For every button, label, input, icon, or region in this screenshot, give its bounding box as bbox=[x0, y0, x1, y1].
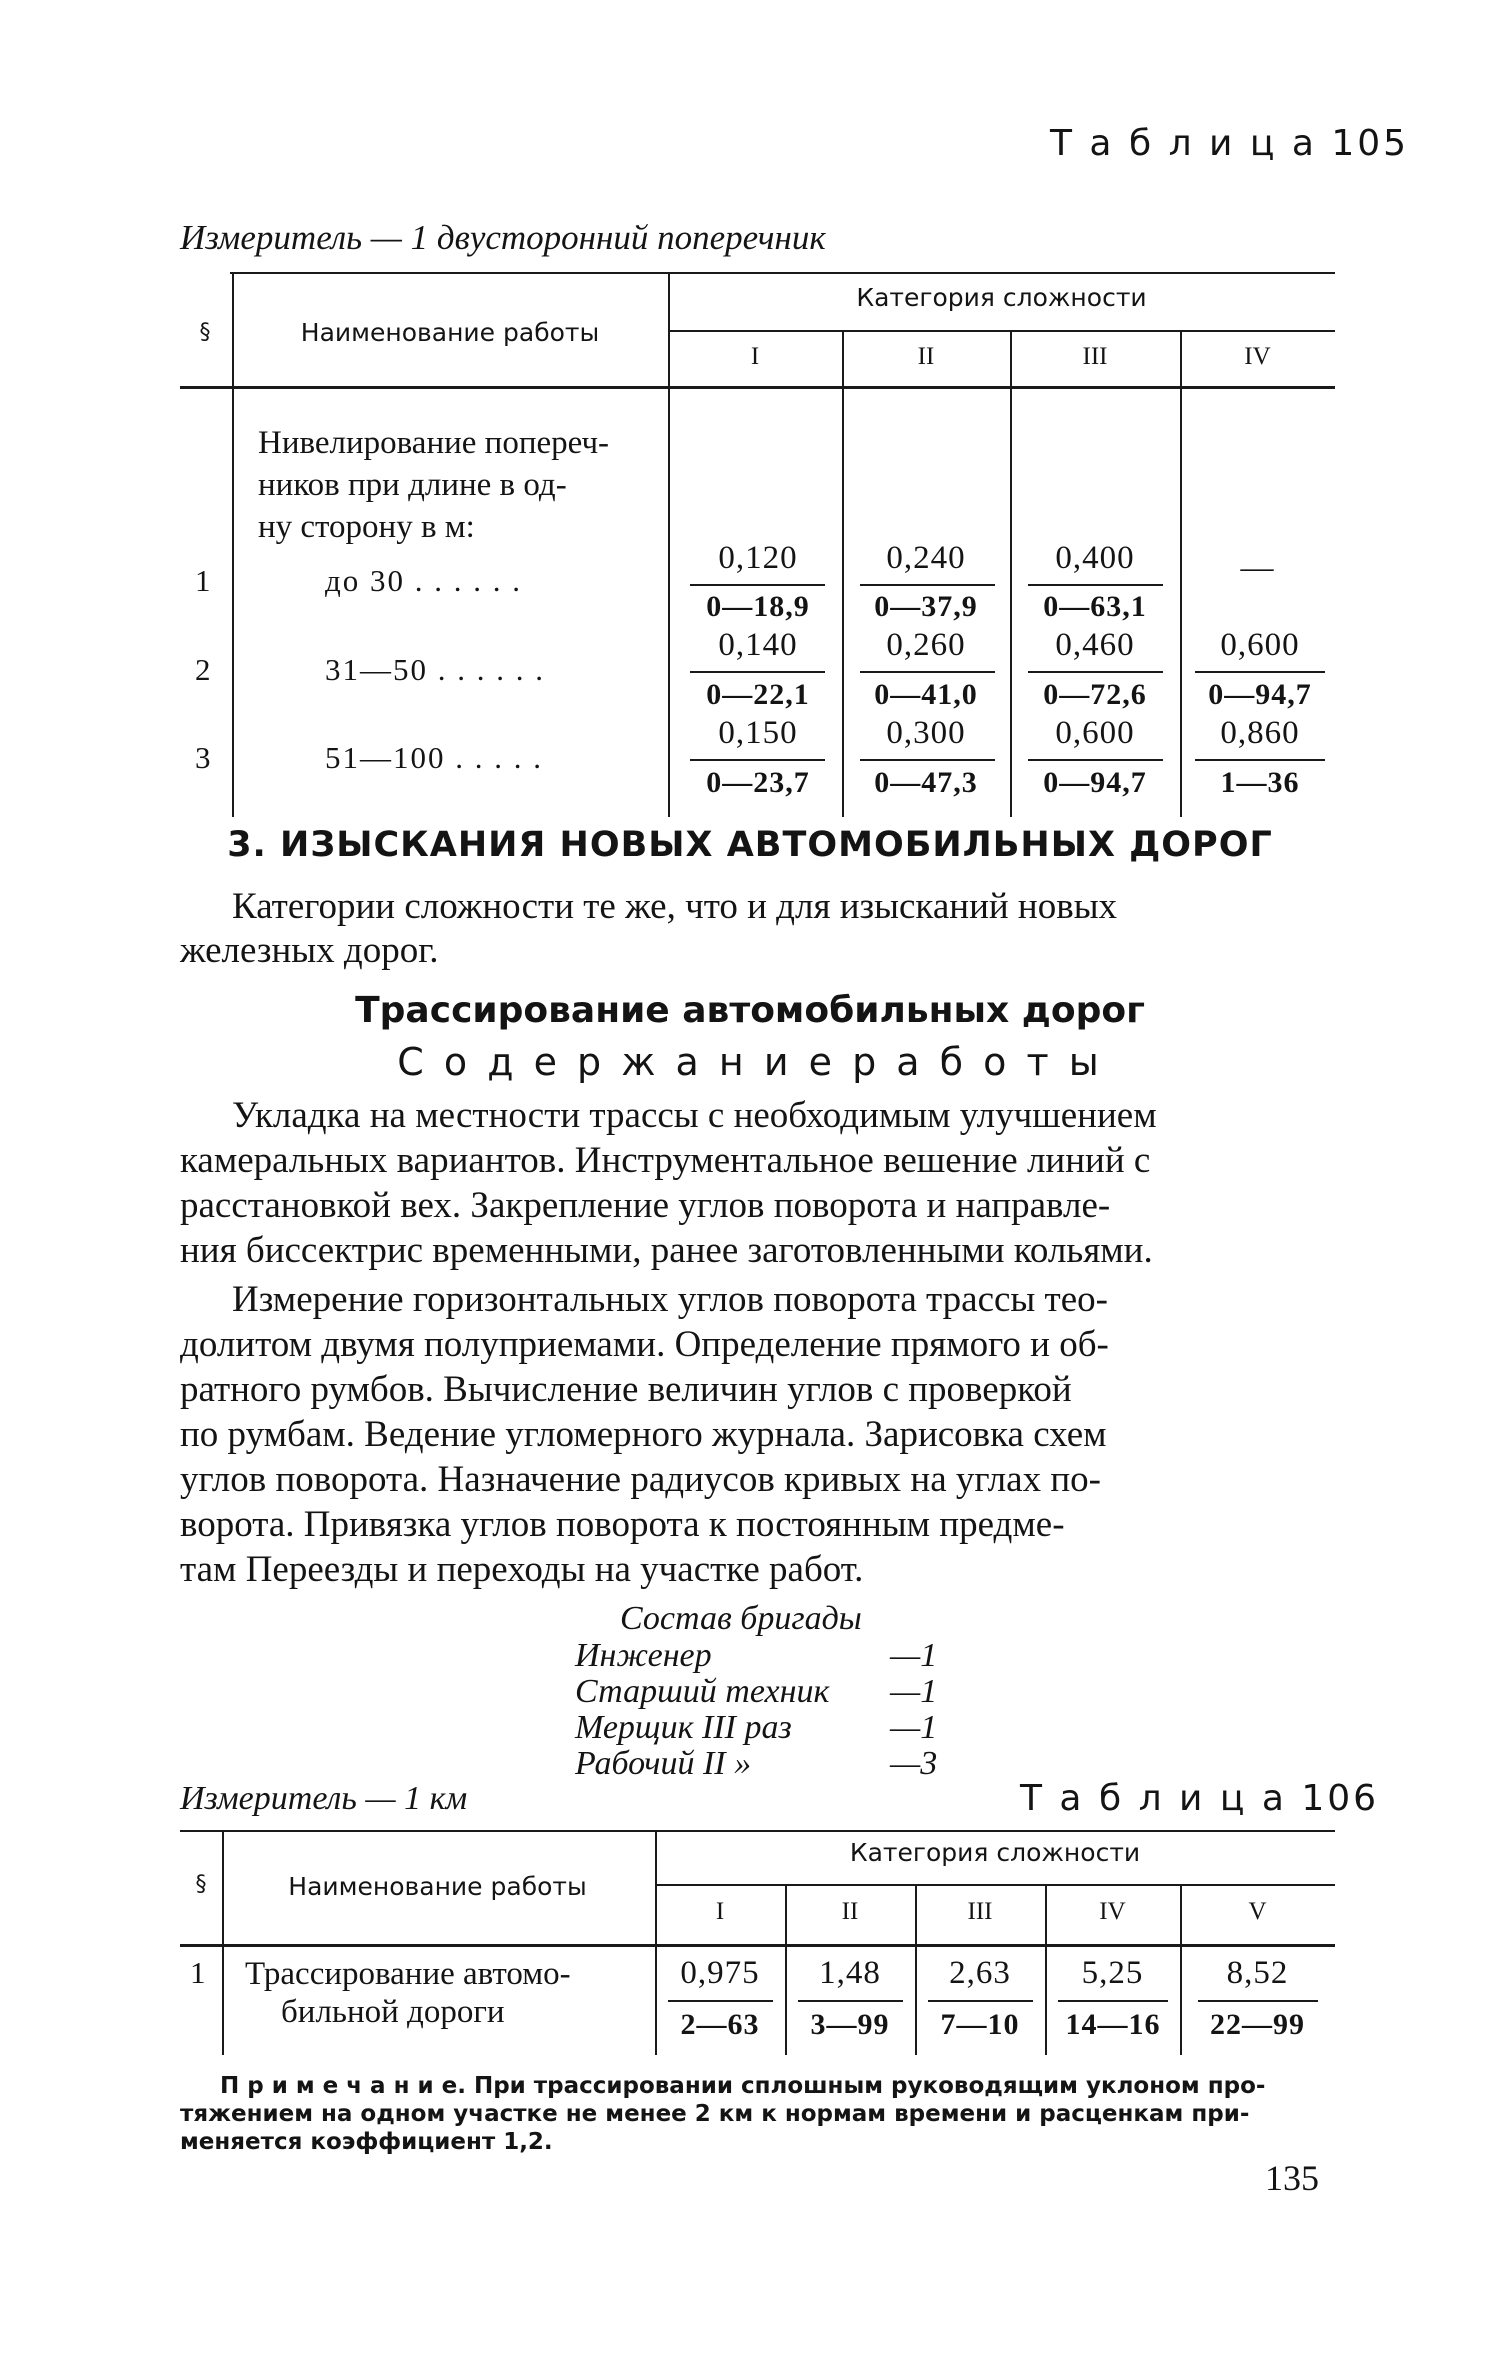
table-106-header-cat-2: II bbox=[841, 1898, 859, 1925]
table-105-r1-c2-rate: 0,240 bbox=[886, 540, 966, 576]
table-105-caption: Т а б л и ц а 105 bbox=[1050, 123, 1410, 164]
table-105-r2-c3-rate: 0,460 bbox=[1055, 627, 1135, 663]
table-106-c2-price: 3—99 bbox=[810, 2008, 890, 2041]
table-105-intro: Нивелирование попереч- ников при длине в од- ну сторону в м: bbox=[258, 425, 610, 545]
table-106-c5-rate: 8,52 bbox=[1226, 1955, 1289, 1991]
table-105-r1-c1-rate: 0,120 bbox=[718, 540, 798, 576]
table-105-r1-c3-price: 0—63,1 bbox=[1043, 590, 1147, 623]
table-105-r2-c2-rate: 0,260 bbox=[886, 627, 966, 663]
content-heading: С о д е р ж а н и е р а б о т ы bbox=[397, 1040, 1103, 1084]
table-105-r3-c4-rate: 0,860 bbox=[1220, 715, 1300, 751]
crew-member: Инженер —1 bbox=[575, 1637, 938, 1674]
table-105-header-cat-4: IV bbox=[1244, 343, 1271, 370]
table-105-row-3-num: 3 bbox=[195, 740, 211, 775]
table-105-header-category: Категория сложности bbox=[856, 283, 1147, 312]
crew-member: Старший техник —1 bbox=[575, 1673, 938, 1710]
table-106-header-num: § bbox=[195, 1872, 207, 1897]
table-105-r3-c1-price: 0—23,7 bbox=[706, 766, 810, 799]
table-105-r1-c1-price: 0—18,9 bbox=[706, 590, 810, 623]
table-105-r3-c3-price: 0—94,7 bbox=[1043, 766, 1147, 799]
table-105-row-1-num: 1 bbox=[195, 563, 211, 598]
table-106-c2-rate: 1,48 bbox=[819, 1955, 881, 1991]
table-106-c4-price: 14—16 bbox=[1065, 2008, 1161, 2041]
table-106-c1-price: 2—63 bbox=[680, 2008, 760, 2041]
paragraph-1: Укладка на местности трассы с необходимым улучшением камеральных вариантов. Инструментальное вешение линий с расстановкой вех. Закрепление углов поворота и направле- ния биссектрис временными, ранее заготовленными кольями. bbox=[180, 1095, 1157, 1271]
table-105-r2-c1-rate: 0,140 bbox=[718, 627, 798, 663]
table-106-header-cat-3: III bbox=[967, 1898, 993, 1925]
table-106-header-name: Наименование работы bbox=[288, 1872, 587, 1901]
table-105-r3-c2-rate: 0,300 bbox=[886, 715, 966, 751]
table-105-row-1-label: до 30 . . . . . . bbox=[325, 563, 523, 598]
table-106-c3-price: 7—10 bbox=[940, 2008, 1020, 2041]
table-105-r1-c4-dash: — bbox=[1240, 550, 1275, 586]
paragraph-2: Измерение горизонтальных углов поворота трассы тео- долитом двумя полуприемами. Определение прямого и об- ратного румбов. Вычисление величин углов с проверкой по румбам. Ведение угломерного журнала. Зарисовка схем углов поворота. Назначение радиусов кривых на углах по- ворота. Привязка углов поворота к постоянным предме- там Переезды и переходы на участке работ. bbox=[180, 1279, 1109, 1590]
page-number: 135 bbox=[1265, 2158, 1319, 2198]
section-title: 3. ИЗЫСКАНИЯ НОВЫХ АВТОМОБИЛЬНЫХ ДОРОГ bbox=[227, 825, 1273, 865]
table-105-header-cat-1: I bbox=[750, 343, 760, 370]
table-105-r3-c4-price: 1—36 bbox=[1220, 766, 1300, 799]
table-105-r2-c3-price: 0—72,6 bbox=[1043, 678, 1147, 711]
crew-list bbox=[575, 1638, 975, 1782]
table-note: П р и м е ч а н и е. При трассировании сплошным руководящим уклоном про- тяжением на одном участке не менее 2 км к нормам времени и расценкам при- меняется коэффициент 1,2. bbox=[180, 2073, 1266, 2155]
table-106-row-1-num: 1 bbox=[190, 1955, 206, 1990]
table-105-r2-c4-rate: 0,600 bbox=[1220, 627, 1300, 663]
table-106-c1-rate: 0,975 bbox=[680, 1955, 760, 1991]
table-106-c4-rate: 5,25 bbox=[1081, 1955, 1144, 1991]
crew-member: Мерщик III раз —1 bbox=[575, 1709, 938, 1746]
table-106-c3-rate: 2,63 bbox=[949, 1955, 1011, 1991]
table-105-r3-c2-price: 0—47,3 bbox=[874, 766, 978, 799]
section-paragraph: Категории сложности те же, что и для изысканий новых железных дорог. bbox=[180, 886, 1118, 971]
table-105-header-cat-3: III bbox=[1082, 343, 1108, 370]
table-105-header-cat-2: II bbox=[917, 343, 935, 370]
table-106-unit: Измеритель — 1 км bbox=[180, 1780, 468, 1817]
table-105-header-num: § bbox=[199, 320, 211, 345]
table-106-header-cat-4: IV bbox=[1099, 1898, 1126, 1925]
table-105-header-name: Наименование работы bbox=[300, 318, 600, 347]
table-105-row-3-label: 51—100 . . . . . bbox=[325, 740, 543, 775]
crew-member: Рабочий II » —3 bbox=[575, 1745, 938, 1782]
crew-title: Состав бригады bbox=[620, 1600, 862, 1637]
table-105-r3-c1-rate: 0,150 bbox=[718, 715, 798, 751]
table-105-r3-c3-rate: 0,600 bbox=[1055, 715, 1135, 751]
table-106-caption: Т а б л и ц а 106 bbox=[1020, 1778, 1380, 1819]
table-106-header-category: Категория сложности bbox=[849, 1838, 1141, 1867]
table-105-r2-c4-price: 0—94,7 bbox=[1208, 678, 1312, 711]
table-105-row-2-label: 31—50 . . . . . . bbox=[325, 652, 545, 687]
table-105-r2-c1-price: 0—22,1 bbox=[706, 678, 810, 711]
table-106-c5-price: 22—99 bbox=[1210, 2008, 1305, 2041]
table-105-row-2-num: 2 bbox=[195, 652, 211, 687]
table-106-header-cat-5: V bbox=[1248, 1898, 1267, 1925]
table-105-r1-c2-price: 0—37,9 bbox=[874, 590, 978, 623]
table-106-row-1-label: Трассирование автомо- бильной дороги bbox=[245, 1956, 571, 2030]
table-105-unit: Измеритель — 1 двусторонний поперечник bbox=[180, 218, 826, 257]
subsection-title: Трассирование автомобильных дорог bbox=[355, 990, 1145, 1031]
table-106-header-cat-1: I bbox=[715, 1898, 725, 1925]
table-105-r1-c3-rate: 0,400 bbox=[1055, 540, 1135, 576]
table-105-r2-c2-price: 0—41,0 bbox=[874, 678, 978, 711]
